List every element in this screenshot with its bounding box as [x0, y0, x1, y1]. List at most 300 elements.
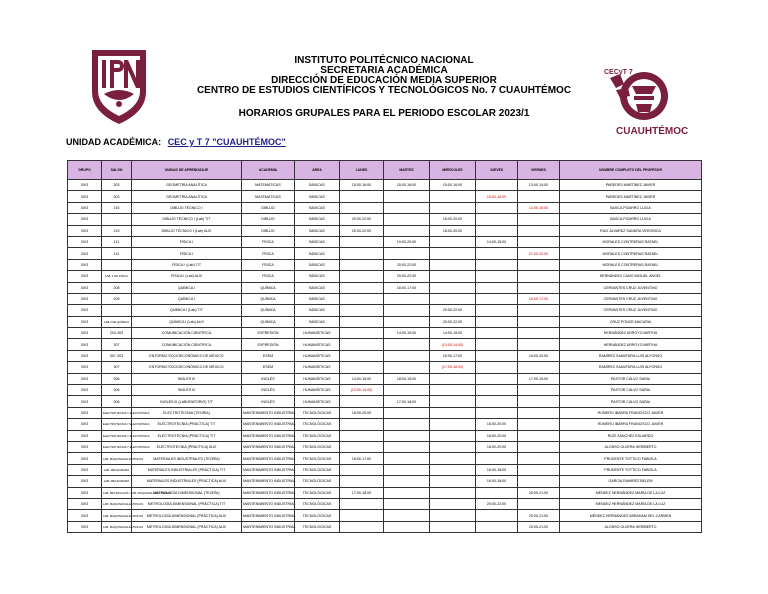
- table-cell: ENTORNO SOCIOECONÓMICO DE MÉXICO: [132, 350, 242, 361]
- center-name: CENTRO DE ESTUDIOS CIENTÍFICOS Y TECNOLÓGICOS No. 7 CUAUHTÉMOC: [196, 85, 572, 96]
- table-cell: ELECTROTECNIA Y ELECTRÓNICA: [102, 430, 132, 441]
- table-cell: [518, 305, 560, 316]
- table-cell: [476, 180, 518, 191]
- table-cell: [476, 373, 518, 384]
- table-cell: LAB. MECANIZADO: [102, 464, 132, 475]
- table-cell: 18:00-19:00: [384, 373, 430, 384]
- table-cell: MANTENIMIENTO INDUSTRIAL: [242, 407, 295, 418]
- table-cell: [340, 498, 384, 509]
- table-cell: FÍSICA: [242, 236, 295, 247]
- table-cell: [430, 453, 476, 464]
- table-cell: INGLÉS: [242, 396, 295, 407]
- table-cell: [476, 407, 518, 418]
- table-cell: [384, 316, 430, 327]
- table-cell: [430, 396, 476, 407]
- table-cell: 3IV3: [68, 339, 102, 350]
- table-cell: [340, 430, 384, 441]
- table-cell: [340, 441, 384, 452]
- table-cell: 18:00-20:00: [476, 430, 518, 441]
- table-cell: HUMANÍSTICAS: [295, 385, 340, 396]
- table-cell: 3IV3: [68, 385, 102, 396]
- table-cell: HUMANÍSTICAS: [295, 328, 340, 339]
- table-cell: [518, 396, 560, 407]
- table-cell: BÁSICAS: [295, 293, 340, 304]
- table-cell: [518, 271, 560, 282]
- table-cell: QUÍMICA: [242, 316, 295, 327]
- table-cell: [340, 464, 384, 475]
- table-cell: 18:00-20:00: [340, 407, 384, 418]
- table-cell: [384, 305, 430, 316]
- table-cell: COMUNICACIÓN CIENTÍFICA: [132, 339, 242, 350]
- table-cell: MÉNDEZ HERNÁNDEZ MARÍA DE LA LUZ: [560, 487, 702, 498]
- table-cell: TECNOLÓGICAS: [295, 487, 340, 498]
- table-cell: 3IV3: [68, 225, 102, 236]
- table-cell: [518, 453, 560, 464]
- table-cell: 15:00-16:00: [476, 191, 518, 202]
- table-cell: [518, 498, 560, 509]
- table-cell: 20:00-22:00: [384, 271, 430, 282]
- table-cell: [518, 385, 560, 396]
- table-cell: FÍSICA I: [132, 248, 242, 259]
- table-cell: HUMANÍSTICAS: [295, 362, 340, 373]
- column-header: ÁREA: [295, 161, 340, 180]
- table-cell: TECNOLÓGICAS: [295, 407, 340, 418]
- table-cell: BÁSICAS: [295, 191, 340, 202]
- table-cell: 307-303: [102, 350, 132, 361]
- table-cell: 3IV3: [68, 487, 102, 498]
- table-cell: PASTOR CALVO SARAI: [560, 396, 702, 407]
- table-cell: [476, 487, 518, 498]
- table-row: [68, 362, 702, 373]
- table-cell: MANTENIMIENTO INDUSTRIAL: [242, 487, 295, 498]
- table-cell: [476, 271, 518, 282]
- table-cell: [430, 521, 476, 532]
- table-cell: PAREDES MARTÍNEZ JAVIER: [560, 191, 702, 202]
- table-row: [68, 259, 702, 270]
- table-cell: 307: [102, 362, 132, 373]
- table-cell: BÁSICAS: [295, 282, 340, 293]
- table-cell: PAREDES MARTÍNEZ JAVIER: [560, 180, 702, 191]
- table-cell: FÍSICA I (Lab) T/T: [132, 259, 242, 270]
- institution-name: INSTITUTO POLITÉCNICO NACIONAL: [294, 55, 474, 66]
- table-cell: 20:00-22:00: [384, 259, 430, 270]
- column-header: JUEVES: [476, 161, 518, 180]
- table-cell: [476, 328, 518, 339]
- table-row: [68, 419, 702, 430]
- table-cell: LAB. MÁQUINAS ELÉCTRICAS: [102, 498, 132, 509]
- table-cell: 3IV3: [68, 396, 102, 407]
- unidad-value: CEC y T 7 "CUAUHTÉMOC": [167, 137, 286, 147]
- table-cell: ELECTROTECNIA (PRÁCTICA) T/T: [132, 419, 242, 430]
- table-cell: 3IV3: [68, 441, 102, 452]
- table-cell: LAB. MÁQUINAS ELÉCTRICAS: [102, 510, 132, 521]
- table-cell: TECNOLÓGICAS: [295, 476, 340, 487]
- table-cell: HERNÁNDEZ ARROYO MIRTHA: [560, 328, 702, 339]
- table-cell: [476, 453, 518, 464]
- table-cell: [476, 385, 518, 396]
- table-cell: [476, 305, 518, 316]
- table-cell: BÁSICAS: [295, 202, 340, 213]
- table-cell: [340, 419, 384, 430]
- table-row: [68, 453, 702, 464]
- table-cell: 3IV3: [68, 282, 102, 293]
- table-cell: MATERIALES INDUSTRIALES (PRÁCTICA) AUX: [132, 476, 242, 487]
- table-row: [68, 396, 702, 407]
- table-cell: [430, 202, 476, 213]
- table-cell: ELECTROTECNIA Y ELECTRÓNICA: [102, 407, 132, 418]
- table-cell: [476, 510, 518, 521]
- table-cell: [340, 248, 384, 259]
- table-cell: 18:00-20:00: [430, 225, 476, 236]
- table-cell: 111: [102, 248, 132, 259]
- table-cell: [476, 225, 518, 236]
- column-header: VIERNES: [518, 161, 560, 180]
- table-cell: BASCA PIZARRO LUCIA: [560, 202, 702, 213]
- table-cell: 3IV3: [68, 236, 102, 247]
- table-cell: 3IV3: [68, 453, 102, 464]
- table-cell: EXPRESIÓN: [242, 339, 295, 350]
- table-cell: 20:00-22:00: [340, 225, 384, 236]
- table-cell: 15:00-16:00: [384, 180, 430, 191]
- table-cell: [340, 259, 384, 270]
- table-cell: MORALES CONTRERAS RAFAEL: [560, 259, 702, 270]
- table-row: [68, 316, 702, 327]
- table-cell: [384, 476, 430, 487]
- table-cell: MANTENIMIENTO INDUSTRIAL: [242, 476, 295, 487]
- table-cell: [340, 510, 384, 521]
- table-row: [68, 521, 702, 532]
- table-cell: QUÍMICA: [242, 293, 295, 304]
- table-cell: BÁSICAS: [295, 236, 340, 247]
- table-cell: [476, 202, 518, 213]
- table-cell: (13:00-14:00): [340, 385, 384, 396]
- table-cell: [102, 305, 132, 316]
- table-cell: 15:00-16:00: [430, 180, 476, 191]
- table-cell: BÁSICAS: [295, 248, 340, 259]
- table-cell: LAB.3 DE QUÍMICA: [102, 316, 132, 327]
- table-cell: [384, 464, 430, 475]
- table-cell: LAB. MÁQUINAS ELÉCTRICAS: [102, 453, 132, 464]
- table-cell: MANTENIMIENTO INDUSTRIAL: [242, 498, 295, 509]
- table-cell: TECNOLÓGICAS: [295, 521, 340, 532]
- table-cell: 3IV3: [68, 305, 102, 316]
- table-cell: 3IV3: [68, 362, 102, 373]
- table-cell: DIBUJO: [242, 214, 295, 225]
- table-cell: MANTENIMIENTO INDUSTRIAL: [242, 453, 295, 464]
- table-cell: [430, 487, 476, 498]
- column-header: MIÉRCOLES: [430, 161, 476, 180]
- table-cell: [518, 225, 560, 236]
- table-header-row: [68, 161, 702, 180]
- table-cell: 303: [102, 191, 132, 202]
- table-row: [68, 407, 702, 418]
- table-cell: 3IV3: [68, 248, 102, 259]
- table-row: [68, 225, 702, 236]
- table-cell: METROLOGÍA DIMENSIONAL (PRÁCTICA) T/T: [132, 498, 242, 509]
- table-cell: BÁSICAS: [295, 305, 340, 316]
- table-cell: 3IV3: [68, 293, 102, 304]
- table-cell: [340, 476, 384, 487]
- table-cell: [102, 259, 132, 270]
- table-cell: INGLÉS: [242, 385, 295, 396]
- table-cell: PRUDENTE TOTTICO FABIOLA: [560, 464, 702, 475]
- table-cell: CERVANTES CRUZ JUVENTINO: [560, 305, 702, 316]
- table-cell: [384, 225, 430, 236]
- table-cell: 16:00-17:00: [430, 350, 476, 361]
- table-cell: 3IV3: [68, 271, 102, 282]
- table-cell: [340, 236, 384, 247]
- table-cell: 3IV3: [68, 191, 102, 202]
- table-cell: 306: [102, 396, 132, 407]
- table-row: [68, 476, 702, 487]
- column-header: SALÓN: [102, 161, 132, 180]
- secretariat-name: SECRETARIA ACADÉMICA: [320, 65, 448, 76]
- table-cell: QUÍMICA I (Lab) AUX: [132, 316, 242, 327]
- table-cell: [384, 487, 430, 498]
- table-cell: ESEM: [242, 362, 295, 373]
- table-cell: 20:00-21:00: [518, 521, 560, 532]
- table-cell: QUÍMICA I: [132, 293, 242, 304]
- table-cell: MATERIALES INDUSTRIALES (PRÁCTICA) T/T: [132, 464, 242, 475]
- table-cell: 18:00-20:00: [476, 441, 518, 452]
- table-row: [68, 373, 702, 384]
- table-cell: CERVANTES CRUZ JUVENTINO: [560, 293, 702, 304]
- table-cell: [340, 316, 384, 327]
- table-cell: FÍSICA: [242, 248, 295, 259]
- table-cell: QUÍMICA I (Lab) T/T: [132, 305, 242, 316]
- table-cell: [384, 441, 430, 452]
- table-cell: 3IV3: [68, 180, 102, 191]
- table-cell: [430, 259, 476, 270]
- table-cell: 215: [102, 202, 132, 213]
- table-row: [68, 510, 702, 521]
- table-cell: [430, 441, 476, 452]
- table-row: [68, 293, 702, 304]
- table-cell: 14:00-15:00: [340, 373, 384, 384]
- table-cell: [384, 214, 430, 225]
- table-cell: GARCIA RAMIREZ BELEM: [560, 476, 702, 487]
- table-cell: MANTENIMIENTO INDUSTRIAL: [242, 430, 295, 441]
- table-cell: 3IV3: [68, 350, 102, 361]
- table-cell: DIBUJO TÉCNICO I (Lab) AUX: [132, 225, 242, 236]
- svg-text:CUAUHTÉMOC: CUAUHTÉMOC: [616, 126, 689, 137]
- table-cell: 215: [102, 225, 132, 236]
- table-cell: RUIZ ÁLVAREZ SANDRA VERONICA: [560, 225, 702, 236]
- table-cell: [384, 350, 430, 361]
- table-cell: 18:00-20:00: [476, 419, 518, 430]
- unidad-academica: [66, 137, 286, 147]
- table-cell: 3IV3: [68, 214, 102, 225]
- table-cell: 16:00-18:00: [476, 476, 518, 487]
- table-cell: 3IV3: [68, 464, 102, 475]
- table-cell: 111: [102, 236, 132, 247]
- table-cell: MÉNDEZ HERNÁNDEZ MARÍA DE LA LUZ: [560, 498, 702, 509]
- table-cell: LAB. MÁQUINAS ELÉCTRICAS: [102, 521, 132, 532]
- table-cell: [340, 396, 384, 407]
- table-cell: 3IV3: [68, 419, 102, 430]
- table-cell: 306: [102, 373, 132, 384]
- table-cell: 14:00-15:00: [384, 328, 430, 339]
- table-cell: HUMANÍSTICAS: [295, 339, 340, 350]
- table-cell: [476, 396, 518, 407]
- table-cell: 3IV3: [68, 476, 102, 487]
- column-header: ACADEMIA: [242, 161, 295, 180]
- table-cell: [430, 498, 476, 509]
- table-cell: FÍSICA: [242, 259, 295, 270]
- table-cell: [430, 191, 476, 202]
- table-cell: 204-303: [102, 328, 132, 339]
- table-cell: MATEMÁTICAS: [242, 180, 295, 191]
- table-cell: ESEM: [242, 350, 295, 361]
- table-cell: [430, 430, 476, 441]
- table-cell: BÁSICAS: [295, 180, 340, 191]
- table-cell: [518, 191, 560, 202]
- table-cell: GEOMETRÍA ANALÍTICA: [132, 180, 242, 191]
- table-cell: 19:00-20:00: [384, 236, 430, 247]
- table-cell: [430, 282, 476, 293]
- table-cell: QUÍMICA: [242, 282, 295, 293]
- table-cell: [340, 328, 384, 339]
- table-cell: [518, 419, 560, 430]
- table-cell: METROLOGÍA DIMENSIONAL (PRÁCTICA) AUX: [132, 521, 242, 532]
- direction-name: DIRECCIÓN DE EDUCACIÓN MEDIA SUPERIOR: [271, 75, 497, 86]
- table-cell: [430, 385, 476, 396]
- table-cell: [430, 271, 476, 282]
- svg-text:CECyT 7: CECyT 7: [604, 69, 633, 76]
- table-row: [68, 191, 702, 202]
- table-cell: 20:00-22:00: [430, 316, 476, 327]
- table-cell: INGLÉS: [242, 373, 295, 384]
- table-cell: [430, 464, 476, 475]
- table-row: [68, 236, 702, 247]
- table-cell: 3IV3: [68, 430, 102, 441]
- table-cell: MÉNDEZ HERNÁNDEZ ABRAHAM DEL CARMEN: [560, 510, 702, 521]
- table-cell: [384, 362, 430, 373]
- table-cell: [518, 214, 560, 225]
- table-cell: 16:00-17:00: [384, 282, 430, 293]
- ipn-seal-icon: [86, 46, 152, 126]
- schedule-table: [67, 160, 702, 533]
- table-cell: [340, 305, 384, 316]
- table-cell: 16:00-18:00: [476, 464, 518, 475]
- table-cell: [476, 282, 518, 293]
- table-row: [68, 385, 702, 396]
- table-body: [68, 180, 702, 533]
- table-cell: TECNOLÓGICAS: [295, 453, 340, 464]
- column-header: UNIDAD DE APRENDIZAJE: [132, 161, 242, 180]
- table-cell: [384, 339, 430, 350]
- table-cell: HERNÁNDEZ ARROYO MIRTHA: [560, 339, 702, 350]
- table-cell: [430, 476, 476, 487]
- table-cell: 209: [102, 293, 132, 304]
- table-cell: 3IV3: [68, 521, 102, 532]
- column-header: LUNES: [340, 161, 384, 180]
- document-header: [150, 56, 618, 119]
- table-cell: PASTOR CALVO SARAI: [560, 373, 702, 384]
- table-cell: TECNOLÓGICAS: [295, 464, 340, 475]
- table-cell: 17:00-19:00: [518, 373, 560, 384]
- table-cell: METROLOGÍA DIMENSIONAL (TEORÍA): [132, 487, 242, 498]
- table-cell: EXPRESIÓN: [242, 328, 295, 339]
- table-cell: GEOMETRÍA ANALÍTICA: [132, 191, 242, 202]
- table-cell: BÁSICAS: [295, 271, 340, 282]
- table-cell: [518, 407, 560, 418]
- table-cell: MORALES CONTRERAS RAFAEL: [560, 236, 702, 247]
- table-cell: 307: [102, 339, 132, 350]
- table-cell: MANTENIMIENTO INDUSTRIAL: [242, 521, 295, 532]
- table-cell: QUÍMICA I: [132, 282, 242, 293]
- table-cell: [430, 293, 476, 304]
- table-cell: [340, 339, 384, 350]
- table-cell: 14:00-15:00: [476, 236, 518, 247]
- table-cell: 303: [102, 180, 132, 191]
- table-row: [68, 441, 702, 452]
- table-cell: MORALES CONTRERAS RAFAEL: [560, 248, 702, 259]
- table-cell: [384, 407, 430, 418]
- table-cell: [430, 373, 476, 384]
- table-row: [68, 214, 702, 225]
- table-cell: PRUDENTE TOTTICO FABIOLA: [560, 453, 702, 464]
- table-cell: 16:00-17:00: [340, 453, 384, 464]
- table-cell: METROLOGÍA DIMENSIONAL (PRÁCTICA) AUX: [132, 510, 242, 521]
- table-cell: ALONSO OLVERA HERIBERTO: [560, 441, 702, 452]
- table-cell: MATERIALES INDUSTRIALES (TEORÍA): [132, 453, 242, 464]
- table-cell: [476, 293, 518, 304]
- table-cell: 3IV3: [68, 373, 102, 384]
- table-cell: [476, 350, 518, 361]
- table-row: [68, 350, 702, 361]
- table-cell: 3IV3: [68, 259, 102, 270]
- table-cell: 20:00-21:00: [518, 510, 560, 521]
- table-cell: ROMERO IBARRA FRANCISCO JAVIER: [560, 419, 702, 430]
- table-cell: 20:00-21:00: [518, 487, 560, 498]
- column-header: MARTES: [384, 161, 430, 180]
- table-cell: INGLÉS III (LABORATORIO) T/T: [132, 396, 242, 407]
- table-cell: [384, 498, 430, 509]
- table-cell: [476, 259, 518, 270]
- table-cell: LAB. MECANIZADO: [102, 476, 132, 487]
- table-row: [68, 180, 702, 191]
- table-cell: 14:00-15:00: [518, 202, 560, 213]
- table-cell: 3IV3: [68, 407, 102, 418]
- table-cell: ALONSO OLVERA HERIBERTO: [560, 521, 702, 532]
- table-cell: [340, 293, 384, 304]
- table-cell: TECNOLÓGICAS: [295, 510, 340, 521]
- table-cell: [340, 350, 384, 361]
- table-cell: 3IV3: [68, 510, 102, 521]
- table-cell: [518, 430, 560, 441]
- table-cell: [476, 214, 518, 225]
- table-cell: TECNOLÓGICAS: [295, 441, 340, 452]
- table-cell: QUÍMICA: [242, 305, 295, 316]
- table-cell: [340, 282, 384, 293]
- page-title: HORARIOS GRUPALES PARA EL PERIODO ESCOLAR 2023/1: [238, 108, 530, 119]
- table-cell: [430, 510, 476, 521]
- table-cell: DIBUJO: [242, 225, 295, 236]
- table-cell: FÍSICA I (Lab) AUX: [132, 271, 242, 282]
- table-cell: [384, 419, 430, 430]
- column-header: NOMBRE COMPLETO DEL PROFESOR: [560, 161, 702, 180]
- table-cell: 16:00-17:00: [518, 293, 560, 304]
- table-cell: 19:00-20:00: [518, 350, 560, 361]
- table-cell: [518, 362, 560, 373]
- table-cell: [476, 362, 518, 373]
- table-cell: TECNOLÓGICAS: [295, 430, 340, 441]
- table-cell: MANTENIMIENTO INDUSTRIAL: [242, 464, 295, 475]
- table-row: [68, 248, 702, 259]
- table-cell: [384, 385, 430, 396]
- table-cell: ELECTROTECNIA (PRÁCTICA) T/T: [132, 430, 242, 441]
